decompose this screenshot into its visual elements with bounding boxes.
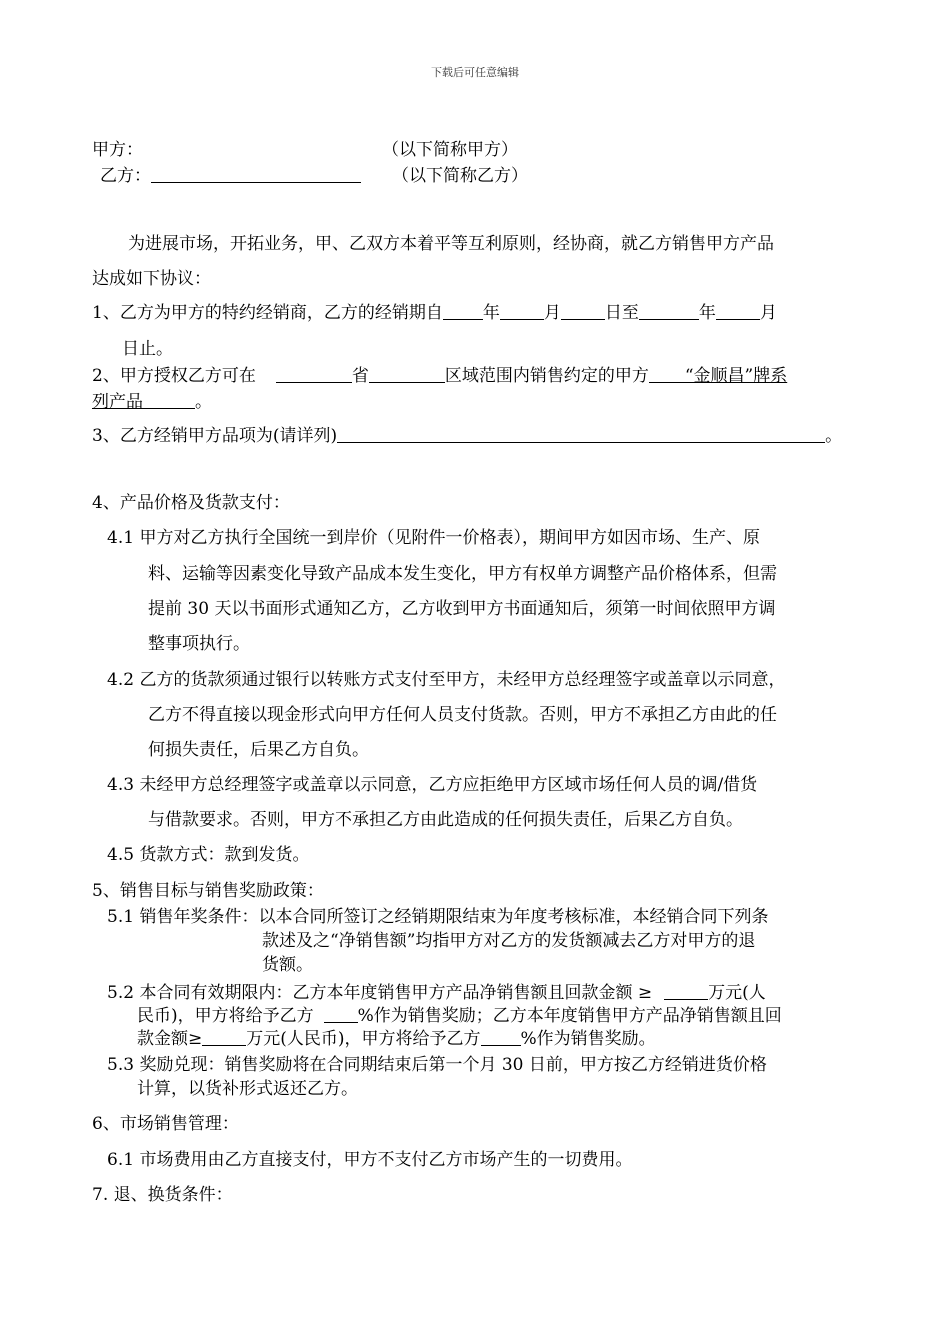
clause-2-brand: “金顺昌”牌系 <box>684 366 788 386</box>
blank <box>443 303 483 320</box>
section-4-1-line: 4.1 甲方对乙方执行全国统一到岸价（见附件一价格表），期间甲方如因市场、生产、原 <box>107 528 760 548</box>
section-5-2-line-2 <box>137 1006 782 1026</box>
section-5-2-text: 民币)，甲方将给予乙方 <box>137 1006 314 1026</box>
clause-1-text: 1、乙方为甲方的特约经销商，乙方的经销期自 <box>92 303 443 323</box>
blank <box>337 426 825 443</box>
clause-3-text: 3、乙方经销甲方品项为(请详列) <box>92 426 338 446</box>
clause-1-line-2: 日止。 <box>122 339 173 359</box>
clause-2-province: 省 <box>351 366 369 386</box>
blank <box>716 303 760 320</box>
section-6-1: 6.1 市场费用由乙方直接支付，甲方不支付乙方市场产生的一切费用。 <box>107 1150 633 1170</box>
section-5-3-line: 计算，以货补形式返还乙方。 <box>137 1079 358 1099</box>
section-4-3-line: 4.3 未经甲方总经理签字或盖章以示同意，乙方应拒绝甲方区域市场任何人员的调/借货 <box>107 775 758 795</box>
clause-2-products: 列产品 <box>92 392 143 412</box>
section-4-1-line: 提前 30 天以书面形式通知乙方，乙方收到甲方书面通知后，须第一时间依照甲方调 <box>148 599 776 619</box>
clause-1 <box>92 303 777 323</box>
section-5-2-line-3 <box>137 1029 656 1049</box>
page-header: 下载后可任意编辑 <box>431 66 519 79</box>
party-b-label: 乙方： <box>100 166 151 186</box>
section-7-title: 7. 退、换货条件： <box>92 1185 233 1205</box>
blank <box>202 1029 246 1046</box>
blank <box>649 366 685 383</box>
intro-line-1: 为进展市场，开拓业务，甲、乙双方本着平等互利原则，经协商，就乙方销售甲方产品 <box>128 234 774 254</box>
clause-1-month: 月 <box>543 303 561 323</box>
section-4-title: 4、产品价格及货款支付： <box>92 493 290 513</box>
section-4-5: 4.5 货款方式：款到发货。 <box>107 845 310 865</box>
blank <box>276 366 352 383</box>
blank <box>143 392 195 409</box>
clause-2-region: 区域范围内销售约定的甲方 <box>444 366 649 386</box>
clause-2-text: 2、甲方授权乙方可在 <box>92 366 256 386</box>
clause-1-year-end: 年 <box>698 303 716 323</box>
clause-2-end: 。 <box>195 392 212 412</box>
section-5-2-text: 万元(人 <box>708 983 766 1003</box>
clause-2 <box>92 366 787 386</box>
blank <box>664 983 708 1000</box>
blank <box>369 366 445 383</box>
section-5-1-line: 5.1 销售年奖条件：以本合同所签订之经销期限结束为年度考核标准，本经销合同下列条 <box>107 907 769 927</box>
party-b-note: （以下简称乙方） <box>392 166 528 186</box>
blank <box>481 1029 521 1046</box>
section-5-1-line: 货额。 <box>262 955 313 975</box>
clause-3-end: 。 <box>825 426 843 446</box>
section-5-1-line: 款述及之“净销售额”均指甲方对乙方的发货额减去乙方对甲方的退 <box>262 931 756 951</box>
section-5-2-text: 5.2 本合同有效期限内：乙方本年度销售甲方产品净销售额且回款金额 ≥ <box>107 983 653 1003</box>
section-6-title: 6、市场销售管理： <box>92 1114 239 1134</box>
intro-line-2: 达成如下协议： <box>92 269 211 289</box>
clause-2-line-2 <box>92 392 212 412</box>
section-5-2-text: 万元(人民币)，甲方将给予乙方 <box>246 1029 481 1049</box>
blank <box>639 303 699 320</box>
section-5-3-line: 5.3 奖励兑现：销售奖励将在合同期结束后第一个月 30 日前，甲方按乙方经销进货价格 <box>107 1055 767 1075</box>
section-5-title: 5、销售目标与销售奖励政策： <box>92 881 324 901</box>
clause-1-day: 日至 <box>604 303 639 323</box>
section-5-2-text: 款金额≥ <box>137 1029 203 1049</box>
section-4-2-line: 4.2 乙方的货款须通过银行以转账方式支付至甲方，未经甲方总经理签字或盖章以示同意， <box>107 670 786 690</box>
section-4-2-line: 何损失责任，后果乙方自负。 <box>148 740 369 760</box>
section-4-2-line: 乙方不得直接以现金形式向甲方任何人员支付货款。否则，甲方不承担乙方由此的任 <box>148 705 777 725</box>
section-5-2-text: %作为销售奖励。 <box>520 1029 656 1049</box>
section-4-1-line: 料、运输等因素变化导致产品成本发生变化，甲方有权单方调整产品价格体系，但需 <box>148 564 777 584</box>
clause-3 <box>92 426 842 446</box>
blank <box>324 1006 358 1023</box>
section-4-1-line: 整事项执行。 <box>148 634 250 654</box>
section-4-3-line: 与借款要求。否则，甲方不承担乙方由此造成的任何损失责任，后果乙方自负。 <box>148 810 743 830</box>
clause-1-month-end: 月 <box>759 303 777 323</box>
party-a-label: 甲方： <box>92 140 143 160</box>
section-5-2-text: %作为销售奖励；乙方本年度销售甲方产品净销售额且回 <box>357 1006 782 1026</box>
section-5-2-line-1 <box>107 983 766 1003</box>
party-a-note: （以下简称甲方） <box>382 140 518 160</box>
blank <box>561 303 605 320</box>
party-b-blank <box>151 166 361 183</box>
blank <box>500 303 544 320</box>
clause-1-year: 年 <box>482 303 500 323</box>
party-b-line <box>100 166 361 186</box>
